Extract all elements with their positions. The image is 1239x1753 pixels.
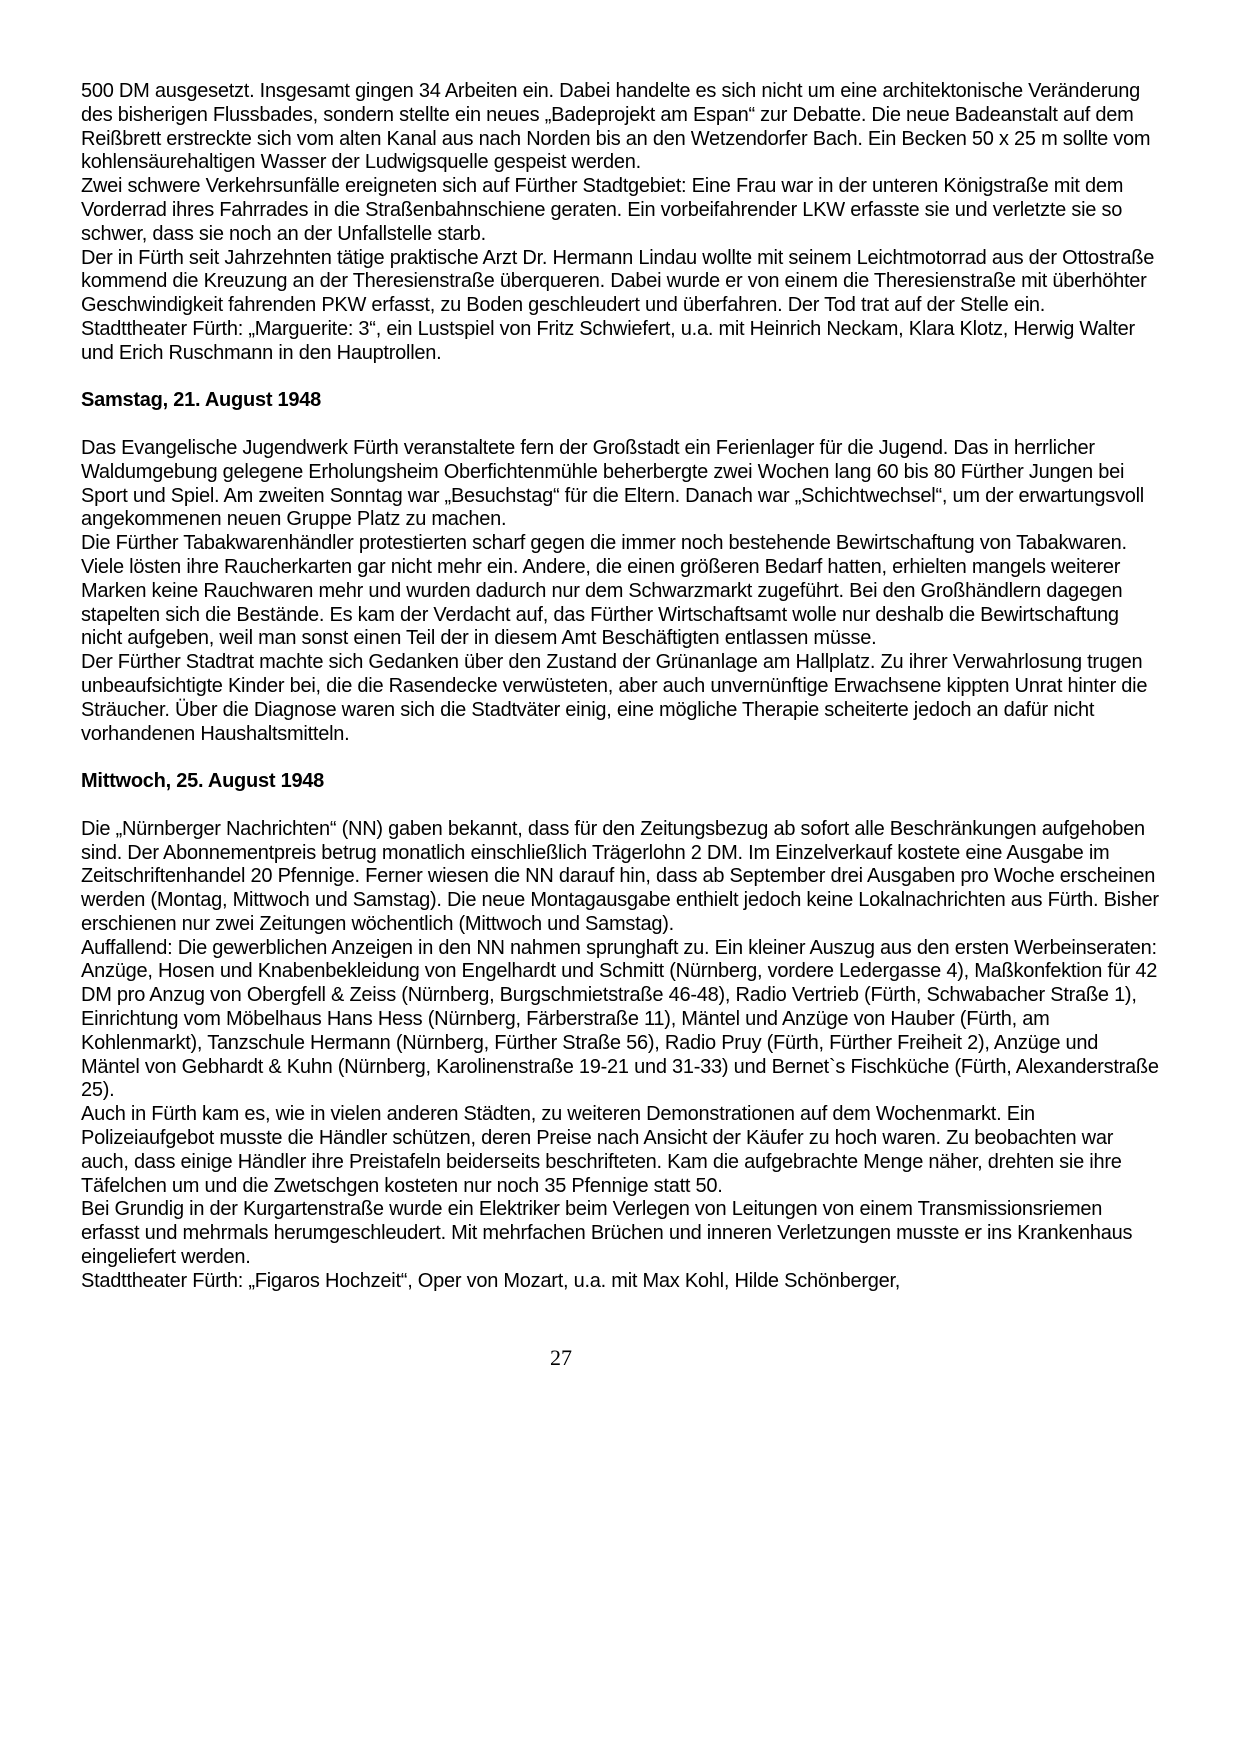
paragraph-stadtrat-hallplatz: Der Fürther Stadtrat machte sich Gedanken über den Zustand der Grünanlage am Hallplatz. Zu ihrer Verwahrlosung trugen unbeaufsichtigte Kinder bei, die die Rasendecke verwüsteten, aber auch unvernünftige Erwachsene kippten Unrat hinter die Sträucher. Über die Diagnose waren sich die Stadtväter einig, eine mögliche Therapie scheiterte jedoch an dafür nicht vorhandenen Haushaltsmitteln. (81, 651, 1148, 745)
paragraph-tabakwarenhaendler: Die Fürther Tabakwarenhändler protestierten scharf gegen die immer noch bestehende Bewirtschaftung von Tabakwaren. Viele lösten ihre Raucherkarten gar nicht mehr ein. Andere, die einen größeren Bedarf hatten, erhielten mangels weiterer Marken keine Rauchwaren mehr und wurden dadurch nur dem Schwarzmarkt zugeführt. Bei den Großhändlern dagegen stapelten sich die Bestände. Es kam der Verdacht auf, das Fürther Wirtschaftsamt wolle nur deshalb die Bewirtschaftung nicht aufgeben, weil man sonst einen Teil der in diesem Amt Beschäftigten entlassen müsse. (81, 532, 1127, 650)
paragraph-werbeanzeigen: Auffallend: Die gewerblichen Anzeigen in den NN nahmen sprunghaft zu. Ein kleiner Auszug aus den ersten Werbeinseraten: Anzüge, Hosen und Knabenbekleidung von Engelhardt und Schmitt (Nürnberg, vordere Ledergasse 4), Maßkonfektion für 42 DM pro Anzug von Obergfell & Zeiss (Nürnberg, Burgschmietstraße 46-48), Radio Vertrieb (Fürth, Schwabacher Straße 1), Einrichtung vom Möbelhaus Hans Hess (Nürnberg, Färberstraße 11), Mäntel und Anzüge von Hauber (Fürth, am Kohlenmarkt), Tanzschule Hermann (Nürnberg, Fürther Straße 56), Radio Pruy (Fürth, Fürther Freiheit 2), Anzüge und Mäntel von Gebhardt & Kuhn (Nürnberg, Karolinenstraße 19-21 und 31-33) und Bernet`s Fischküche (Fürth, Alexanderstraße 25). (81, 936, 1159, 1102)
page-number: 27 (550, 1344, 572, 1370)
paragraph-stadttheater-marguerite: Stadttheater Fürth: „Marguerite: 3“, ein Lustspiel von Fritz Schwiefert, u.a. mit Heinrich Neckam, Klara Klotz, Herwig Walter und Erich Ruschmann in den Hauptrollen. (81, 317, 1135, 364)
paragraph-stadttheater-figaro: Stadttheater Fürth: „Figaros Hochzeit“, Oper von Mozart, u.a. mit Max Kohl, Hilde Schönberger, (81, 1269, 901, 1292)
paragraph-wochenmarkt-demonstrationen: Auch in Fürth kam es, wie in vielen anderen Städten, zu weiteren Demonstrationen auf dem Wochenmarkt. Ein Polizeiaufgebot musste die Händler schützen, deren Preise nach Ansicht der Käufer zu hoch waren. Zu beobachten war auch, dass einige Händler ihre Preistafeln beiderseits beschrifteten. Kam die aufgebrachte Menge näher, drehten sie ihre Täfelchen um und die Zwetschgen kosteten nur noch 35 Pfennige statt 50. (81, 1103, 1122, 1197)
text-column (81, 80, 1161, 1369)
paragraph-jugendwerk-ferienlager: Das Evangelische Jugendwerk Fürth veranstaltete fern der Großstadt ein Ferienlager für die Jugend. Das in herrlicher Waldumgebung gelegene Erholungsheim Oberfichtenmühle beherbergte zwei Wochen lang 60 bis 80 Fürther Jungen bei Sport und Spiel. Am zweiten Sonntag war „Besuchstag“ für die Eltern. Danach war „Schichtwechsel“, um der erwartungsvoll angekommenen neuen Gruppe Platz zu machen. (81, 436, 1144, 531)
paragraph-verkehrsunfaelle: Zwei schwere Verkehrsunfälle ereigneten sich auf Fürther Stadtgebiet: Eine Frau war in der unteren Königstraße mit dem Vorderrad ihres Fahrrades in die Straßenbahnschiene geraten. Ein vorbeifahrender LKW erfasste sie und verletzte sie so schwer, dass sie noch an der Unfallstelle starb. (81, 175, 1124, 245)
paragraph-grundig-unfall: Bei Grundig in der Kurgartenstraße wurde ein Elektriker beim Verlegen von Leitungen von einem Transmissionsriemen erfasst und mehrmals herumgeschleudert. Mit mehrfachen Brüchen und inneren Verletzungen musste er ins Krankenhaus eingeliefert werden. (81, 1198, 1133, 1269)
paragraph-nuernberger-nachrichten: Die „Nürnberger Nachrichten“ (NN) gaben bekannt, dass für den Zeitungsbezug ab sofort alle Beschränkungen aufgehoben sind. Der Abonnementpreis betrug monatlich einschließlich Trägerlohn 2 DM. Im Einzelverkauf kostete eine Ausgabe im Zeitschriftenhandel 20 Pfennige. Ferner wiesen die NN darauf hin, dass ab September drei Ausgaben pro Woche erscheinen werden (Montag, Mittwoch und Samstag). Die neue Montagausgabe enthielt jedoch keine Lokalnachrichten aus Fürth. Bisher erschienen nur zwei Zeitungen wöchentlich (Mittwoch und Samstag). (81, 817, 1159, 935)
paragraph-dr-lindau: Der in Fürth seit Jahrzehnten tätige praktische Arzt Dr. Hermann Lindau wollte mit seinem Leichtmotorrad aus der Ottostraße kommend die Kreuzung an der Theresienstraße überqueren. Dabei wurde er von einem die Theresienstraße mit überhöhter Geschwindigkeit fahrenden PKW erfasst, zu Boden geschleudert und überfahren. Der Tod trat auf der Stelle ein. (81, 246, 1155, 317)
section-heading-mittwoch-25-august-1948: Mittwoch, 25. August 1948 (81, 770, 325, 793)
paragraph-badeprojekt: 500 DM ausgesetzt. Insgesamt gingen 34 Arbeiten ein. Dabei handelte es sich nicht um eine architektonische Veränderung des bisherigen Flussbades, sondern stellte ein neues „Badeprojekt am Espan“ zur Debatte. Die neue Badeanstalt auf dem Reißbrett erstreckte sich vom alten Kanal aus nach Norden bis an den Wetzendorfer Bach. Ein Becken 50 x 25 m sollte vom kohlensäurehaltigen Wasser der Ludwigsquelle gespeist werden. (81, 80, 1151, 174)
section-heading-samstag-21-august-1948: Samstag, 21. August 1948 (81, 389, 322, 412)
